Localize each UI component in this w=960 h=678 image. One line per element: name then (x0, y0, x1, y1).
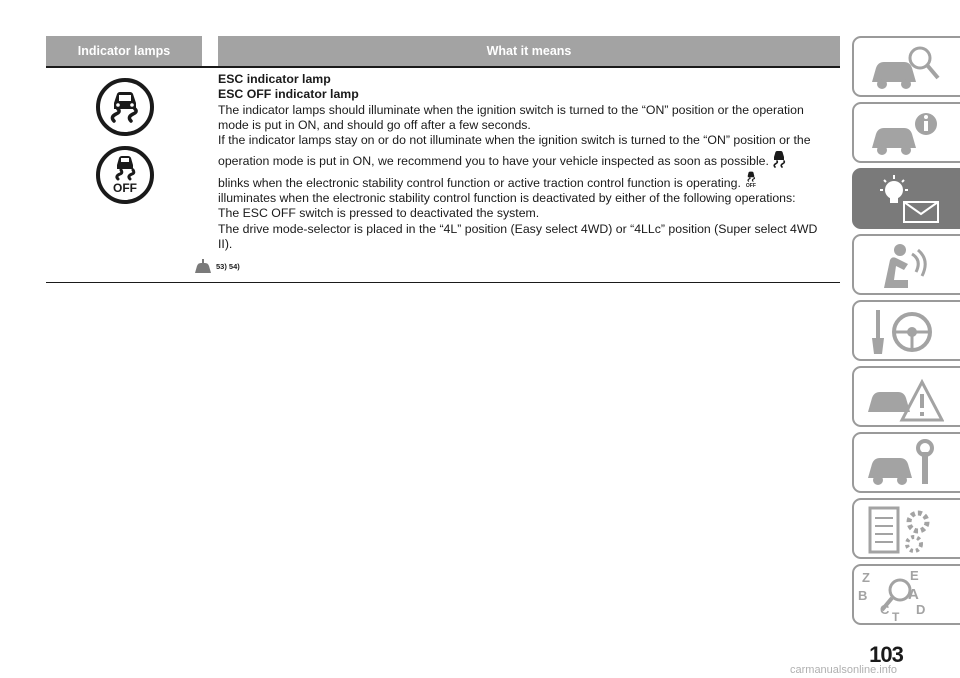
page-number: 103 (869, 642, 903, 667)
esc-off-inline-label: OFF (745, 182, 756, 189)
header-what-it-means: What it means (218, 36, 840, 66)
tab-specs[interactable] (852, 498, 960, 559)
lamp-description (218, 72, 832, 252)
index-letter-c: C (880, 602, 890, 617)
index-letter-d: D (916, 602, 926, 617)
notes-reference (193, 258, 240, 274)
car-wrench-icon (864, 438, 944, 490)
paragraph-blinks (218, 170, 832, 191)
esc-off-lamp-title: ESC OFF indicator lamp (218, 87, 359, 102)
index-letter-a: A (908, 586, 919, 603)
paragraph-startup: The indicator lamps should illuminate when the ignition switch is turned to the “ON” position or the operation mode is put in ON, and should go off after a few seconds. (218, 102, 804, 132)
esc-lamp-icon (96, 78, 154, 136)
esc-off-lamp-graphic (96, 146, 154, 204)
esc-off-inline-icon (741, 170, 761, 190)
paragraph-blinks-text: blinks when the electronic stability control function or active traction control function is operating. (218, 175, 741, 190)
car-note-icon (193, 258, 213, 274)
warning-light-envelope-icon (864, 174, 944, 226)
car-magnifier-icon (864, 42, 944, 94)
paragraph-switch: The ESC OFF switch is pressed to deactivated the system. (218, 206, 540, 221)
table-header (46, 36, 840, 66)
car-warning-triangle-icon (864, 372, 944, 424)
tab-warning-lights[interactable] (852, 168, 960, 229)
index-search-icon (864, 570, 944, 622)
tab-car-wrench[interactable] (852, 432, 960, 493)
paragraph-drive-mode: The drive mode-selector is placed in the “4L” position (Easy select 4WD) or “4LLc” position (Super select 4WD II). (218, 221, 818, 251)
key-steering-wheel-icon (864, 306, 944, 358)
table-bottom-divider (46, 282, 840, 283)
esc-off-lamp-icon (96, 146, 154, 204)
paragraph-inspection (218, 133, 832, 170)
paragraph-inspection-text: If the indicator lamps stay on or do not illuminate when the ignition switch is turned to the “ON” position or the operation mode is put in ON, we recommend you to have your vehicle inspected as soon as possible. (218, 133, 811, 169)
index-letter-t: T (892, 610, 900, 624)
index-letter-e: E (910, 568, 919, 583)
watermark: carmanualsonline.info (790, 664, 898, 676)
esc-inline-icon (769, 148, 789, 168)
index-letter-b: B (858, 588, 868, 603)
header-indicator-lamps: Indicator lamps (46, 36, 202, 66)
tab-car-magnifier[interactable] (852, 36, 960, 97)
paragraph-illuminates: illuminates when the electronic stability control function is deactivated by either of the following operations: (218, 191, 796, 206)
specs-gears-icon (864, 504, 944, 556)
tab-index[interactable] (852, 564, 960, 625)
seat-airbag-icon (864, 240, 944, 292)
notes-refs: 53) 54) (216, 261, 240, 271)
tab-car-warning[interactable] (852, 366, 960, 427)
car-info-icon (864, 108, 944, 160)
tab-car-info[interactable] (852, 102, 960, 163)
esc-lamp-title: ESC indicator lamp (218, 72, 331, 86)
esc-off-lamp-label: OFF (113, 181, 137, 195)
tab-seat-airbag[interactable] (852, 234, 960, 295)
index-letter-z: Z (862, 570, 870, 585)
tab-key-steering[interactable] (852, 300, 960, 361)
header-divider (46, 66, 840, 68)
